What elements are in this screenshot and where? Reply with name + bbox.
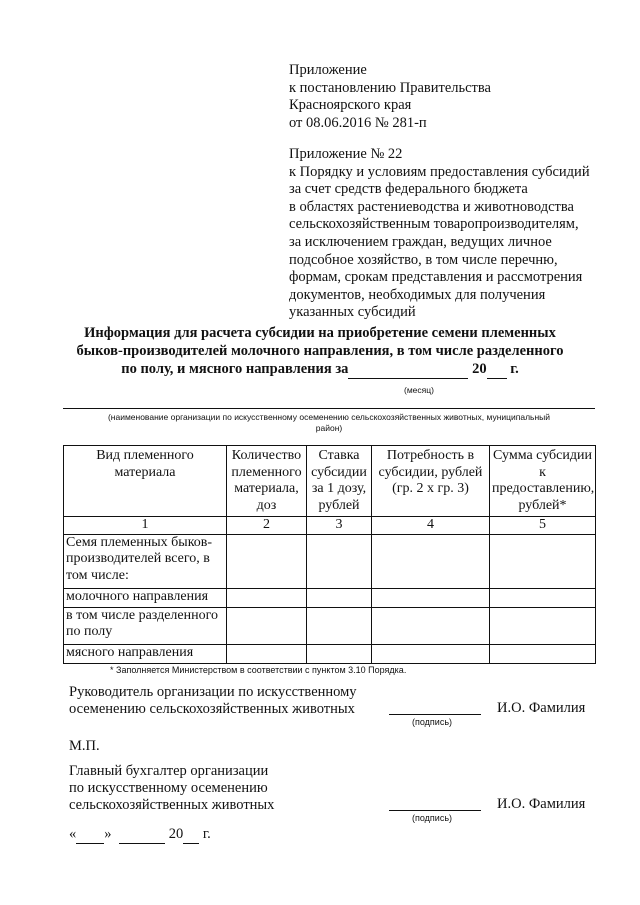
appendix-line: сельскохозяйственным товаропроизводителям,	[289, 216, 579, 233]
header-need: Потребность в субсидии, рублей (гр. 2 х гр. 3)	[372, 446, 490, 517]
year-suffix: г.	[510, 361, 519, 377]
column-number: 4	[372, 517, 490, 535]
table-cell[interactable]	[372, 588, 490, 607]
appendix-line: подсобное хозяйство, в том числе перечню,	[289, 251, 558, 268]
stamp-placeholder: М.П.	[69, 738, 100, 754]
organization-name-line[interactable]	[63, 408, 595, 409]
month-blank[interactable]	[348, 360, 468, 379]
table-cell[interactable]	[490, 607, 596, 644]
subsidy-table	[63, 445, 596, 664]
appendix-line: от 08.06.2016 № 281-п	[289, 114, 427, 131]
year-blank[interactable]	[487, 360, 507, 379]
table-cell[interactable]	[227, 534, 307, 588]
appendix-header	[289, 62, 491, 132]
title-line-3	[40, 360, 600, 379]
table-cell[interactable]	[227, 588, 307, 607]
organization-caption	[63, 412, 595, 434]
appendix-line: формам, срокам представления и рассмотрения	[289, 269, 583, 286]
organization-caption-line: (наименование организации по искусственному осеменению сельскохозяйственных животных, муниципальный	[107, 412, 551, 422]
table-header-row	[64, 446, 596, 517]
accountant-signature-line[interactable]	[389, 810, 481, 811]
date-year-suffix: г.	[202, 826, 211, 842]
document-title	[40, 324, 600, 379]
year-blank[interactable]	[183, 826, 199, 844]
table-cell[interactable]	[307, 644, 372, 663]
date-year-prefix: 20	[168, 826, 184, 842]
column-number: 2	[227, 517, 307, 535]
signature-caption: (подпись)	[412, 813, 453, 823]
head-fio: И.О. Фамилия	[497, 700, 586, 716]
appendix-line: к постановлению Правительства	[289, 79, 491, 96]
appendix-line: Красноярского края	[289, 97, 412, 114]
appendix-line: за исключением граждан, ведущих личное	[289, 233, 552, 250]
year-prefix: 20	[472, 361, 487, 377]
column-number: 3	[307, 517, 372, 535]
table-number-row	[64, 517, 596, 535]
table-row	[64, 588, 596, 607]
row-label: Семя племенных быков-производителей всего, в том числе:	[64, 534, 227, 588]
month-blank[interactable]	[119, 826, 165, 844]
organization-caption-line: район)	[315, 423, 343, 433]
appendix-line: в областях растениеводства и животноводства	[289, 198, 574, 215]
signature-caption: (подпись)	[412, 717, 453, 727]
table-cell[interactable]	[490, 588, 596, 607]
accountant-fio: И.О. Фамилия	[497, 796, 586, 812]
signature-label-line: сельскохозяйственных животных	[69, 797, 275, 813]
date-close-quote: »	[104, 826, 112, 842]
table-cell[interactable]	[307, 588, 372, 607]
head-signature-label	[69, 684, 357, 718]
header-material-type: Вид племенного материала	[64, 446, 227, 517]
signature-label-line: Главный бухгалтер организации	[69, 763, 269, 779]
accountant-signature-label	[69, 763, 274, 814]
table-cell[interactable]	[490, 534, 596, 588]
table-row	[64, 644, 596, 663]
appendix-line: Приложение № 22	[289, 146, 403, 162]
table-cell[interactable]	[372, 534, 490, 588]
title-line-3-text: по полу, и мясного направления за	[121, 361, 349, 377]
appendix-line: Приложение	[289, 62, 367, 78]
date-line	[69, 826, 211, 844]
signature-label-line: по искусственному осеменению	[69, 780, 268, 796]
signature-label-line: Руководитель организации по искусственному	[69, 684, 357, 700]
header-rate: Ставка субсидии за 1 дозу, рублей	[307, 446, 372, 517]
appendix-line: за счет средств федерального бюджета	[289, 181, 528, 198]
table-cell[interactable]	[307, 534, 372, 588]
table-row	[64, 607, 596, 644]
table-cell[interactable]	[227, 644, 307, 663]
header-quantity: Количество племенного материала, доз	[227, 446, 307, 517]
date-open-quote: «	[69, 826, 77, 842]
header-amount: Сумма субсидии к предоставлению, рублей*	[490, 446, 596, 517]
signature-label-line: осеменению сельскохозяйственных животных	[69, 701, 355, 717]
table-row	[64, 534, 596, 588]
appendix-line: указанных субсидий	[289, 304, 416, 321]
table-cell[interactable]	[227, 607, 307, 644]
column-number: 1	[64, 517, 227, 535]
table-cell[interactable]	[490, 644, 596, 663]
appendix-line: документов, необходимых для получения	[289, 286, 546, 303]
row-label: мясного направления	[64, 644, 227, 663]
title-line-1: Информация для расчета субсидии на приобретение семени племенных	[84, 325, 556, 341]
table-cell[interactable]	[307, 607, 372, 644]
month-caption: (месяц)	[404, 385, 434, 395]
row-label: молочного направления	[64, 588, 227, 607]
table-cell[interactable]	[372, 644, 490, 663]
row-label: в том числе разделенного по полу	[64, 607, 227, 644]
table-cell[interactable]	[372, 607, 490, 644]
column-number: 5	[490, 517, 596, 535]
head-signature-line[interactable]	[389, 714, 481, 715]
appendix-22-header	[289, 146, 590, 322]
footnote: * Заполняется Министерством в соответствии с пунктом 3.10 Порядка.	[110, 665, 407, 675]
appendix-line: к Порядку и условиям предоставления субсидий	[289, 163, 590, 180]
title-line-2: быков-производителей молочного направления, в том числе разделенного	[76, 343, 564, 359]
day-blank[interactable]	[76, 826, 104, 844]
